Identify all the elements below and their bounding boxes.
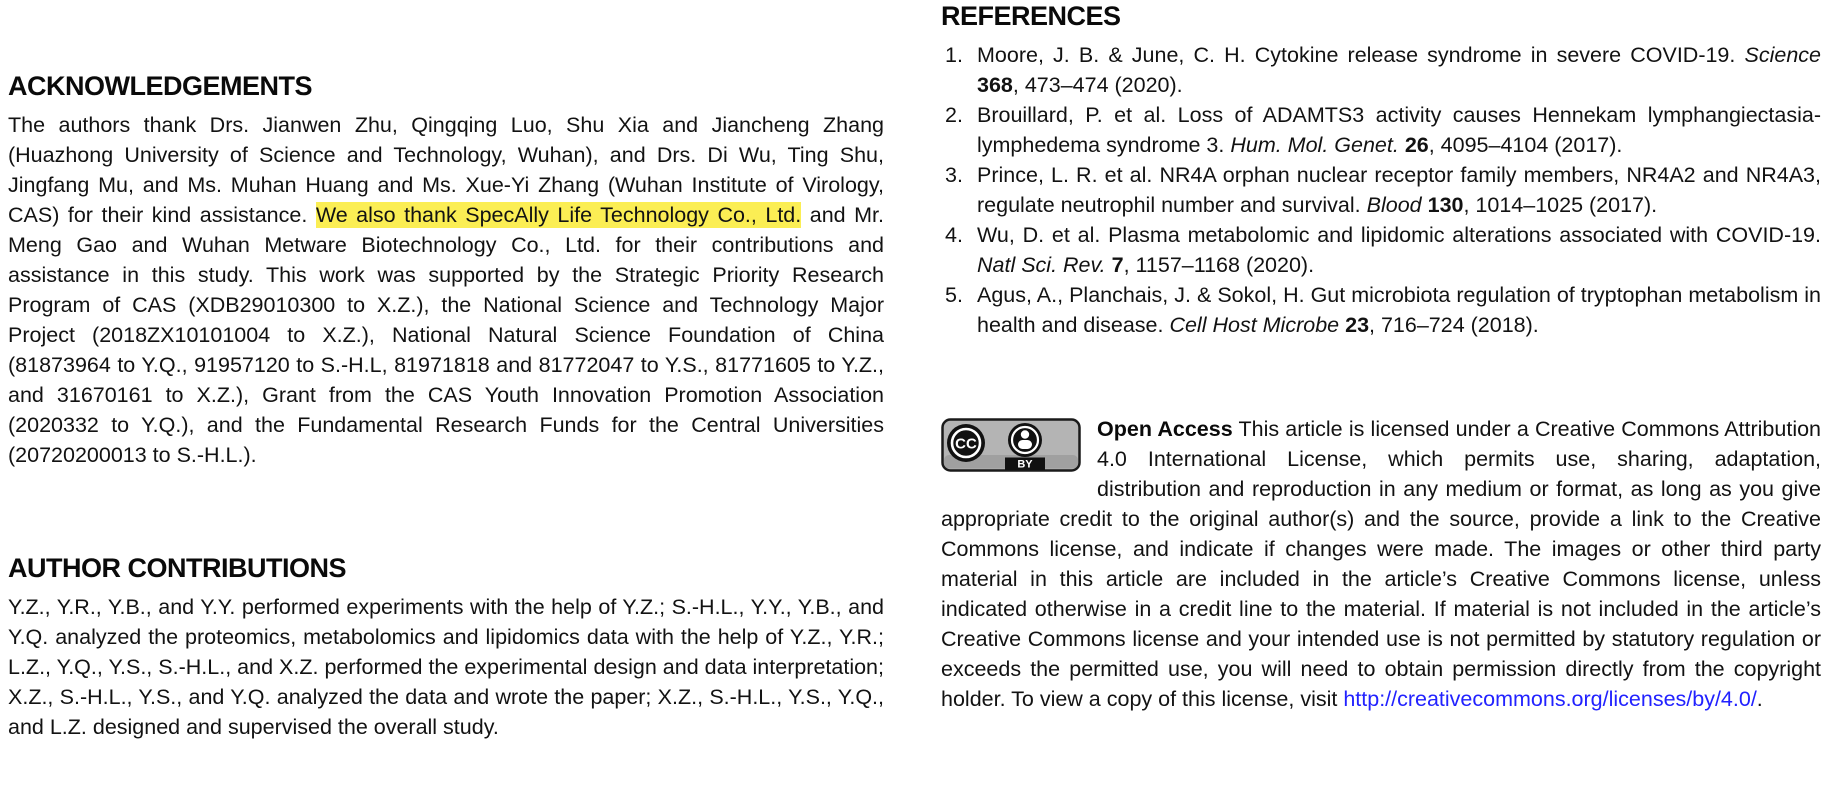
license-link[interactable]: http://creativecommons.org/licenses/by/4.0/ [1343,687,1757,711]
author-contributions-paragraph: Y.Z., Y.R., Y.B., and Y.Y. performed experiments with the help of Y.Z.; S.-H.L., Y.Y., Y.B., and Y.Q. analyzed the proteomics, metabolomics and lipidomics data with the help of Y.Z., Y.R.; L.Z., Y.Q., Y.S., S.-H.L., and X.Z. performed the experimental design and data interpretation; X.Z., S.-H.L., Y.S., and Y.Q. analyzed the data and wrote the paper; X.Z., S.-H.L., Y.S., Y.Q., and L.Z. designed and supervised the overall study. [8,595,884,739]
ack-highlighted-text: We also thank SpecAlly Life Technology Co., Ltd. [315,203,802,227]
by-label: BY [1017,458,1033,471]
reference-volume: 23 [1345,313,1370,337]
reference-pages: , 1157–1168 (2020). [1123,253,1315,277]
reference-pages: , 1014–1025 (2017). [1463,193,1658,217]
reference-citation: Moore, J. B. & June, C. H. Cytokine release syndrome in severe COVID-19. [977,43,1745,67]
reference-number: 4. [945,223,963,247]
reference-volume: 26 [1404,133,1429,157]
acknowledgements-heading: ACKNOWLEDGEMENTS [8,71,312,101]
open-access-section [941,414,1821,714]
ack-text-after: and Mr. Meng Gao and Wuhan Metware Biotechnology Co., Ltd. for their contributions and assistance in this study. This work was supported by the Strategic Priority Research Program of CAS (XDB29010300 to X.Z.), the National Science and Technology Major Project (2018ZX10101004 to X.Z.), National Natural Science Foundation of China (81873964 to Y.Q., 91957120 to S.-H.L, 81971818 and 81772047 to Y.S., 81771605 to Y.Z., and 31670161 to X.Z.), Grant from the CAS Youth Innovation Promotion Association (2020332 to Y.Q.), and the Fundamental Research Funds for the Central Universities (20720200013 to S.-H.L.). [8,203,884,467]
reference-item-4 [941,220,1821,280]
reference-pages: , 473–474 (2020). [1012,73,1183,97]
reference-journal: Natl Sci. Rev. [977,253,1106,277]
author-contributions-heading: AUTHOR CONTRIBUTIONS [8,553,346,583]
reference-journal: Science [1744,43,1821,67]
reference-volume: 368 [977,73,1013,97]
reference-item-2 [941,100,1821,160]
right-column [941,0,1821,714]
reference-item-5 [941,280,1821,340]
reference-journal: Cell Host Microbe [1169,313,1340,337]
open-access-body: This article is licensed under a Creative Commons Attribution 4.0 International License, which permits use, sharing, adaptation, distribution and reproduction in any medium or format, as long as you give appropriate credit to the original author(s) and the source, provide a link to the Creative Commons license, and indicate if changes were made. The images or other third party material in this article are included in the article’s Creative Commons license, unless indicated otherwise in a credit line to the material. If material is not included in the article’s Creative Commons license and your intended use is not permitted by statutory regulation or exceeds the permitted use, you will need to obtain permission directly from the copyright holder. To view a copy of this license, visit [941,417,1822,711]
reference-list [941,40,1821,340]
open-access-lead: Open Access [1097,417,1233,441]
reference-citation: Brouillard, P. et al. Loss of ADAMTS3 activity causes Hennekam lymphangiectasia-lymphedema syndrome 3. [977,103,1821,157]
cc-icon [947,424,985,462]
svg-text:CC: CC [955,435,977,453]
reference-number: 2. [945,103,963,127]
reference-pages: , 4095–4104 (2017). [1428,133,1623,157]
open-access-body-suffix: . [1756,687,1763,711]
reference-item-1 [941,40,1821,100]
reference-volume: 7 [1111,253,1124,277]
reference-number: 5. [945,283,963,307]
reference-journal: Hum. Mol. Genet. [1230,133,1399,157]
reference-item-3 [941,160,1821,220]
reference-citation: Wu, D. et al. Plasma metabolomic and lipidomic alterations associated with COVID-19. [977,223,1821,247]
person-icon [1008,423,1042,457]
references-heading: REFERENCES [941,1,1121,31]
reference-citation: Prince, L. R. et al. NR4A orphan nuclear receptor family members, NR4A2 and NR4A3, regulate neutrophil number and survival. [977,163,1821,217]
reference-journal: Blood [1366,193,1422,217]
ack-text-before: The authors thank Drs. Jianwen Zhu, Qingqing Luo, Shu Xia and Jiancheng Zhang (Huazhong University of Science and Technology, Wuhan), and Drs. Di Wu, Ting Shu, Jingfang Mu, and Ms. Muhan Huang and Ms. Xue-Yi Zhang (Wuhan Institute of Virology, CAS) for their kind assistance. [8,113,884,227]
acknowledgements-paragraph [8,110,884,470]
reference-citation: Agus, A., Planchais, J. & Sokol, H. Gut microbiota regulation of tryptophan metabolism in health and disease. [977,283,1821,337]
reference-volume: 130 [1427,193,1464,217]
reference-number: 1. [945,43,963,67]
reference-number: 3. [945,163,963,187]
cc-by-badge [941,418,1081,472]
reference-pages: , 716–724 (2018). [1369,313,1539,337]
left-column [8,70,884,742]
